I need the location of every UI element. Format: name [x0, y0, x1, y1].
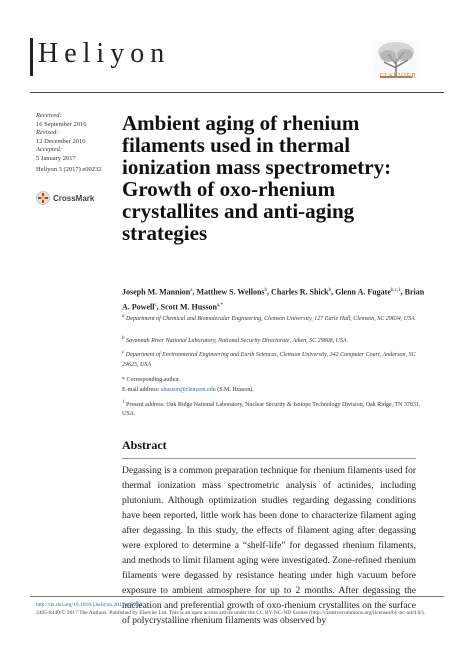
footer [36, 602, 436, 617]
history-label: Accepted: [36, 146, 62, 153]
author[interactable]: Scott M. Husson [160, 302, 217, 312]
history-date: 5 January 2017 [36, 154, 76, 162]
author-sup: a [190, 288, 193, 293]
corresponding-author-note: * Corresponding author. [122, 377, 181, 383]
author[interactable]: Brian A. Powell [122, 287, 425, 312]
present-address-note [122, 398, 422, 419]
affiliation-text: Department of Chemical and Biomolecular Engineering, Clemson University, 127 Earle Hall, Clemson, SC 29634, USA [126, 316, 415, 322]
author-sup: b [264, 288, 268, 293]
affiliation-sup: b [122, 336, 125, 341]
email-suffix: (S.M. Husson). [217, 387, 254, 393]
present-sup: 1 [122, 400, 125, 405]
author-sup: c [154, 302, 157, 308]
affiliation [122, 312, 422, 324]
email-link[interactable]: shusson@clemson.edu [161, 387, 216, 393]
author[interactable]: Joseph M. Mannion [122, 287, 191, 297]
publisher-name: ELSEVIER [379, 72, 417, 80]
affiliation-sup: c [122, 350, 125, 355]
author[interactable]: Matthew S. Wellons [196, 287, 265, 297]
abstract-text: Degassing is a common preparation technique for rhenium filaments used for thermal ionization mass spectrometric analysis of actinides, including plutonium. Although optimization studies regarding degassing conditions have been reported, little work has been done to characterize filament aging after degassing. In this study, the effects of filament aging after degassing were explored to determine a “shelf-life” for degassed rhenium filaments, and methods to limit filament aging were investigated. Zone-refined rhenium filaments were degassed by resistance heating under high vacuum before exposure to ambient atmosphere for up to 2 months. After degassing the nucleation and preferential growth of oxo-rhenium crystallites on the surface of polycrystalline rhenium filaments was observed by [122, 466, 416, 626]
email-label: E-mail address: [122, 387, 160, 393]
article-title: Ambient aging of rhenium filaments used in thermal ionization mass spectrometry: Growth of oxo-rhenium crystallites and anti-aging strategies [122, 111, 392, 245]
affiliation-sup: a [122, 314, 125, 319]
email-note [122, 386, 422, 395]
citation: Heliyon 3 (2017) e00232 [36, 166, 102, 173]
crossmark-label: CrossMark [53, 193, 95, 203]
history-label: Revised: [36, 129, 59, 136]
doi-link[interactable]: http://dx.doi.org/10.1016/j.heliyon.2017.e00232 [36, 602, 142, 608]
history-date: 12 December 2016 [36, 137, 86, 145]
journal-name: Heliyon [38, 38, 171, 69]
affiliation [122, 334, 422, 346]
author-sup: a,* [216, 302, 223, 308]
affiliation-text: Department of Environmental Engineering and Earth Sciences, Clemson University, 342 Computer Court, Anderson, SC 29625, USA [122, 352, 416, 368]
author-sup: b,c,1 [390, 288, 401, 293]
footer-divider [30, 596, 444, 597]
author[interactable]: Charles R. Shick [271, 287, 329, 297]
crossmark-icon [36, 191, 50, 205]
abstract-heading: Abstract [122, 438, 167, 452]
history-label: Received: [36, 112, 62, 119]
author[interactable]: Glenn A. Fugate [335, 287, 391, 297]
author-list: Joseph M. Mannion$^a$, Matthew S. Wellons$^b$, Charles R. Shick$^b$, Glenn A. Fugate$^{b,c,1}$, Brian A. Powell$^c$, Scott M. Husson$^{a,*}$ [122, 287, 425, 312]
journal-bracket [30, 38, 33, 76]
affiliation [122, 348, 422, 370]
header-divider [30, 92, 444, 93]
crossmark-badge[interactable] [36, 190, 102, 206]
author-sup: b [328, 288, 332, 293]
history-date: 16 September 2016 [36, 120, 87, 128]
present-address: Present address: Oak Ridge National Laboratory, Nuclear Security & Isotope Technology Division, Oak Ridge, TN 37831, USA. [122, 402, 421, 417]
license-text: 2405-8440/© 2017 The Authors. Published by Elsevier Ltd. This is an open access article under the CC BY-NC-ND license (http://creativecommons.org/licenses/by-nc-nd/4.0/). [36, 609, 426, 616]
affiliation-text: Savannah River National Laboratory, National Security Directorate, Aiken, SC 29808, USA [126, 338, 347, 344]
abstract-divider [122, 458, 416, 459]
article-history [36, 112, 116, 175]
